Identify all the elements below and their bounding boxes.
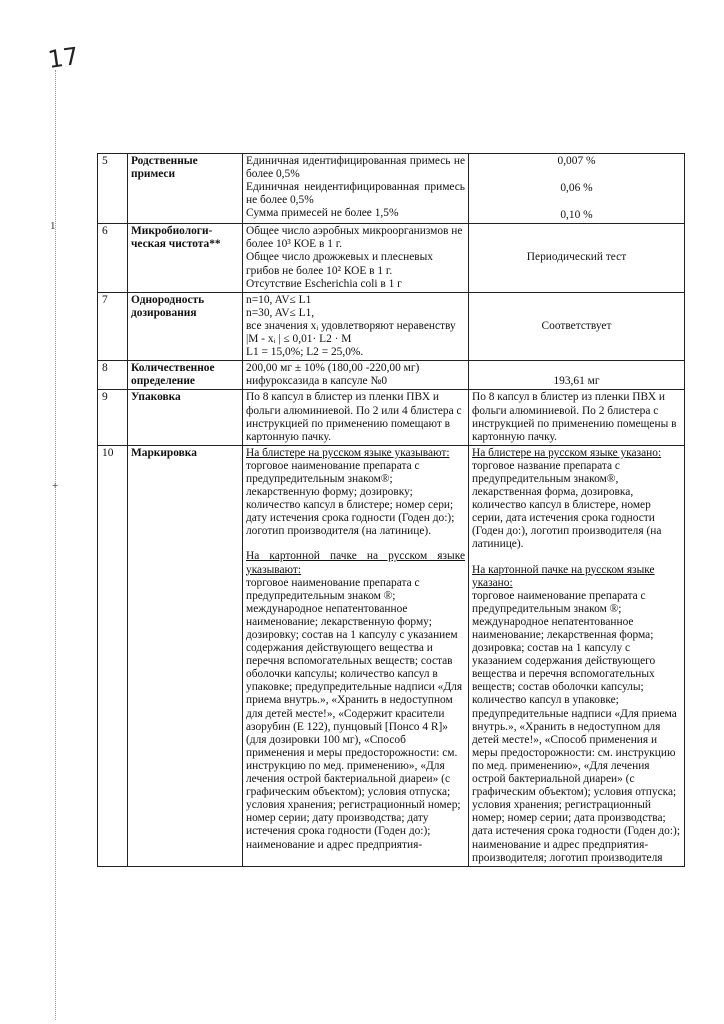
row-number: 9 [98,390,128,445]
criteria-cell [243,224,469,292]
criteria-cell: 200,00 мг ± 10% (180,00 -220,00 мг) нифуроксазида в капсуле №0 [243,361,469,390]
row-number: 6 [98,224,128,292]
criteria-cell [243,154,469,224]
result-cell: Периодический тест [469,224,685,292]
criteria-line: Единичная неидентифицированная примесь не более 0,5% [246,181,465,207]
criteria-line: Отсутствие Escherichia coli в 1 г [246,277,402,290]
table-row [98,292,685,360]
row-number: 10 [98,445,128,866]
criteria-line: все значения xᵢ удовлетворяют неравенству |M - xᵢ | ≤ 0,01· L2 · M [246,319,456,346]
section-text: торговое наименование препарата с предупредительным знаком®; лекарственную форму; дозировку; количество капсул в блистере; номер сери; дату истечения срока годности (Годен до:); логотип производителя (на латинице). [246,459,455,538]
criteria-line: n=30, AV≤ L1, [246,306,315,319]
table-row [98,154,685,224]
result-cell [469,445,685,866]
table-row [98,224,685,292]
binding-margin-line [55,70,56,1020]
section-heading: На блистере на русском языке указывают: [246,446,450,459]
table-row [98,361,685,390]
section-heading: На картонной пачке на русском языке указано: [472,563,655,589]
section-text: торговое название препарата с предупредительным знаком®, лекарственная форма, дозировка, количество капсул в блистере, номер серии, дата истечения срока годности (Годен до:), логотип производителя (на латинице). [472,459,662,551]
result-cell: Соответствует [469,292,685,360]
criteria-line: Сумма примесей не более 1,5% [246,207,399,220]
parameter-name: Родственные примеси [128,154,243,224]
criteria-line: Общее число дрожжевых и плесневых грибов не более 10² КОЕ в 1 г. [246,251,433,277]
margin-mark: + [52,480,59,492]
criteria-cell: По 8 капсул в блистер из пленки ПВХ и фольги алюминиевой. По 2 или 4 блистера с инструкцией по применению помещают в картонную пачку. [243,390,469,445]
section-heading: На картонной пачке на русском языке указывают: [246,550,465,576]
parameter-name: Упаковка [128,390,243,445]
result-cell: 193,61 мг [469,361,685,390]
result-value: 0,007 % [557,155,596,167]
margin-mark: 1 [50,220,56,232]
parameter-name: Количественное определение [128,361,243,390]
result-value: 0,10 % [560,209,593,222]
specification-table [97,153,685,867]
parameter-name: Однородность дозирования [128,292,243,360]
criteria-line: L1 = 15,0%; L2 = 25,0%. [246,346,364,359]
result-value: 0,06 % [560,182,593,195]
criteria-cell [243,292,469,360]
result-cell [469,154,685,224]
section-text: торговое наименование препарата с предупредительным знаком ®; международное непатентованное наименование; лекарственную форму; дозировку; состав на 1 капсулу с указанием содержания действующего вещества и перечня вспомогательных веществ; состав оболочки капсулы; количество капсул в упаковке; предупредительные надписи «Для приема внутрь.», «Хранить в недоступном для детей месте!», «Содержит красители азорубин (Е 122), пунцовый [Понсо 4 R]» (для дозировки 100 мг), «Способ применения и меры предосторожности: см. инструкцию по мед. применению», «Для лечения острой бактериальной диареи» (с графическим объектом); условия отпуска; условия хранения; регистрационный номер; номер серии; дату производства; дату истечения срока годности (Годен до:); наименование и адрес предприятия- [246,576,463,851]
row-number: 7 [98,292,128,360]
result-cell: По 8 капсул в блистер из пленки ПВХ и фольги алюминиевой. По 2 блистера с инструкцией по применению помещены в картонную пачку. [469,390,685,445]
section-heading: На блистере на русском языке указано: [472,446,662,459]
row-number: 8 [98,361,128,390]
row-number: 5 [98,154,128,224]
criteria-line: Единичная идентифицированная примесь не более 0,5% [246,155,465,181]
parameter-name: Микробиологи-ческая чистота** [128,224,243,292]
parameter-name: Маркировка [128,445,243,866]
criteria-line: Общее число аэробных микроорганизмов не более 10³ КОЕ в 1 г. [246,225,463,251]
section-text: торговое наименование препарата с предупредительным знаком ®; международное непатентованное наименование; лекарственная форма; дозировка; состав на 1 капсулу с указанием содержания действующего вещества и перечня вспомогательных веществ; состав оболочки капсулы; количество капсул в упаковке; предупредительные надписи «Для приема внутрь.», «Хранить в недоступном для детей месте!», «Способ применения и меры предосторожности: см. инструкцию по мед. применению», «Для лечения острой бактериальной диареи» (с графическим объектом); условия отпуска; условия хранения; регистрационный номер; номер серии; дата производства; дата истечения срока годности (Годен до:); наименование и адрес предприятия-производителя; логотип производителя [472,589,681,864]
criteria-cell [243,445,469,866]
table-row [98,445,685,866]
criteria-line: n=10, AV≤ L1 [246,293,312,306]
table-row [98,390,685,445]
page-handwritten-mark: 17 [46,42,81,74]
